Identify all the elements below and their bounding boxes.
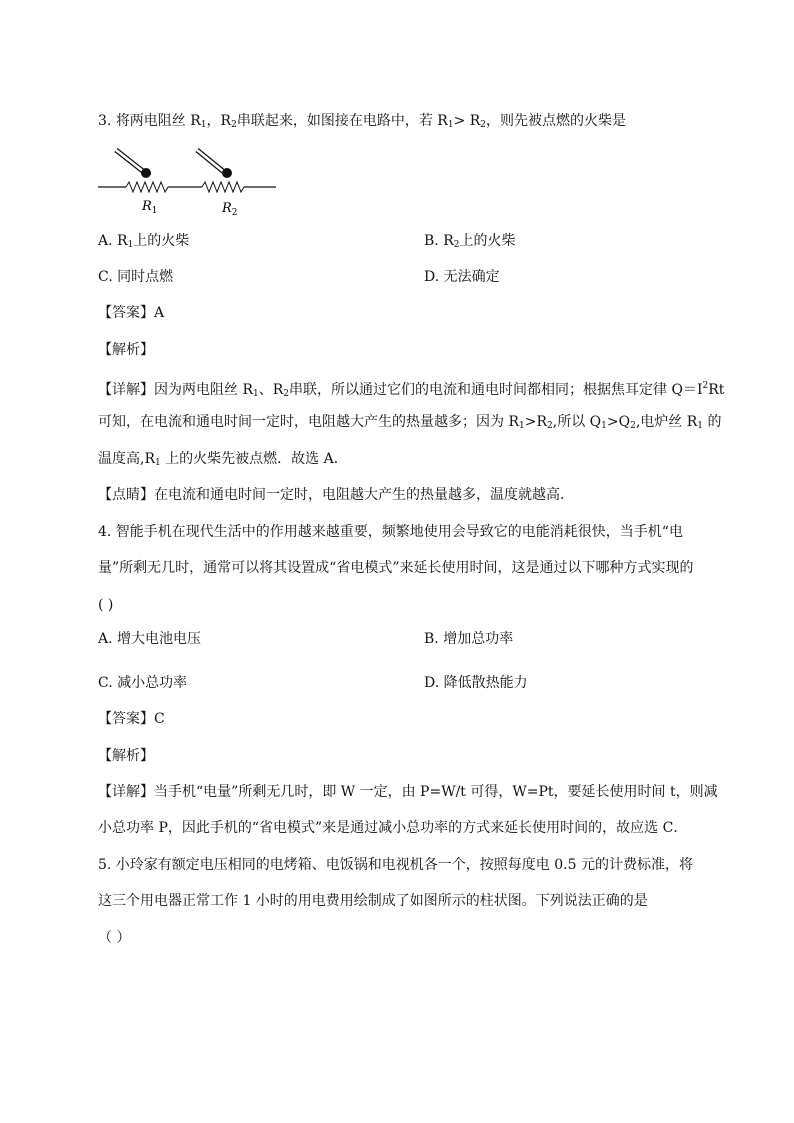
q3-comment: 【点睛】在电流和通电时间一定时，电阻越大产生的热量越多，温度就越高． [98, 487, 574, 503]
q4-option-d[interactable]: D. 降低散热能力 [424, 675, 528, 691]
q4-option-b[interactable]: B. 增加总功率 [424, 631, 514, 647]
resistor-r2-zigzag [202, 182, 244, 192]
q3-analysis-heading: 【解析】 [98, 342, 154, 358]
q4-analysis-heading: 【解析】 [98, 748, 154, 764]
q4-paren: ( ) [98, 597, 114, 613]
q3-stem: 3. 将两电阻丝 $R_1$，$R_2$串联起来，如图接在电路中，若 $R_1> R_2$，则先被点燃的火柴是 [98, 113, 627, 130]
q3-number: 3. [98, 113, 112, 129]
series-resistor-circuit-diagram [96, 142, 286, 222]
q4-option-a[interactable]: A. 增大电池电压 [98, 631, 202, 647]
q5-stem-line-1: 5. 小玲家有额定电压相同的电烤箱、电饭锅和电视机各一个，按照每度电 0.5 元的计费标准，将 [98, 857, 693, 873]
q4-stem-line-1: 4. 智能手机在现代生活中的作用越来越重要，频繁地使用会导致它的电能消耗很快，当手机“电 [98, 524, 683, 540]
q3-option-c[interactable]: C. 同时点燃 [98, 269, 174, 285]
q3-detail-line-3: 温度高$,R_1$ 上的火柴先被点燃．故选 A. [98, 451, 339, 468]
q5-paren: （ ） [98, 930, 131, 946]
label-r1: $R_1$ [142, 199, 158, 216]
q3-option-d[interactable]: D. 无法确定 [424, 269, 500, 285]
q4-option-c[interactable]: C. 减小总功率 [98, 675, 188, 691]
q5-stem-line-2: 这三个用电器正常工作 1 小时的用电费用绘制成了如图所示的柱状图。下列说法正确的是 [98, 893, 648, 909]
q3-detail-line-1: 【详解】因为两电阻丝 $R_1$、$R_2$串联，所以通过它们的电流和通电时间都相同；根据焦耳定律 $Q=I^2Rt$ [98, 381, 725, 399]
q4-detail-line-1: 【详解】当手机“电量”所剩无几时，即 W 一定，由 P=W/t 可得，W=Pt，要延长使用时间 t，则减 [98, 784, 718, 800]
match-on-r1-icon [116, 150, 151, 178]
resistor-r1-zigzag [126, 182, 168, 192]
label-r2: $R_2$ [222, 201, 238, 218]
q4-stem-line-2: 量”所剩无几时，通常可以将其设置成“省电模式”来延长使用时间，这是通过以下哪种方式实现的 [98, 560, 694, 576]
match-on-r2-icon [197, 150, 232, 178]
q3-detail-line-2: 可知，在电流和通电时间一定时，电阻越大产生的热量越多；因为 $R_1>R_2$,所以 $Q_1>Q_2$,电炉丝 $R_1$ 的 [98, 414, 722, 431]
q4-answer: 【答案】C [98, 711, 165, 727]
q3-option-a[interactable]: A. $R_1$上的火柴 [98, 233, 190, 250]
q3-answer: 【答案】A [98, 305, 165, 321]
q3-option-b[interactable]: B. $R_2$上的火柴 [424, 233, 516, 250]
q4-detail-line-2: 小总功率 P，因此手机的“省电模式”来是通过减小总功率的方式来延长使用时间的，故应选 C． [98, 820, 688, 836]
